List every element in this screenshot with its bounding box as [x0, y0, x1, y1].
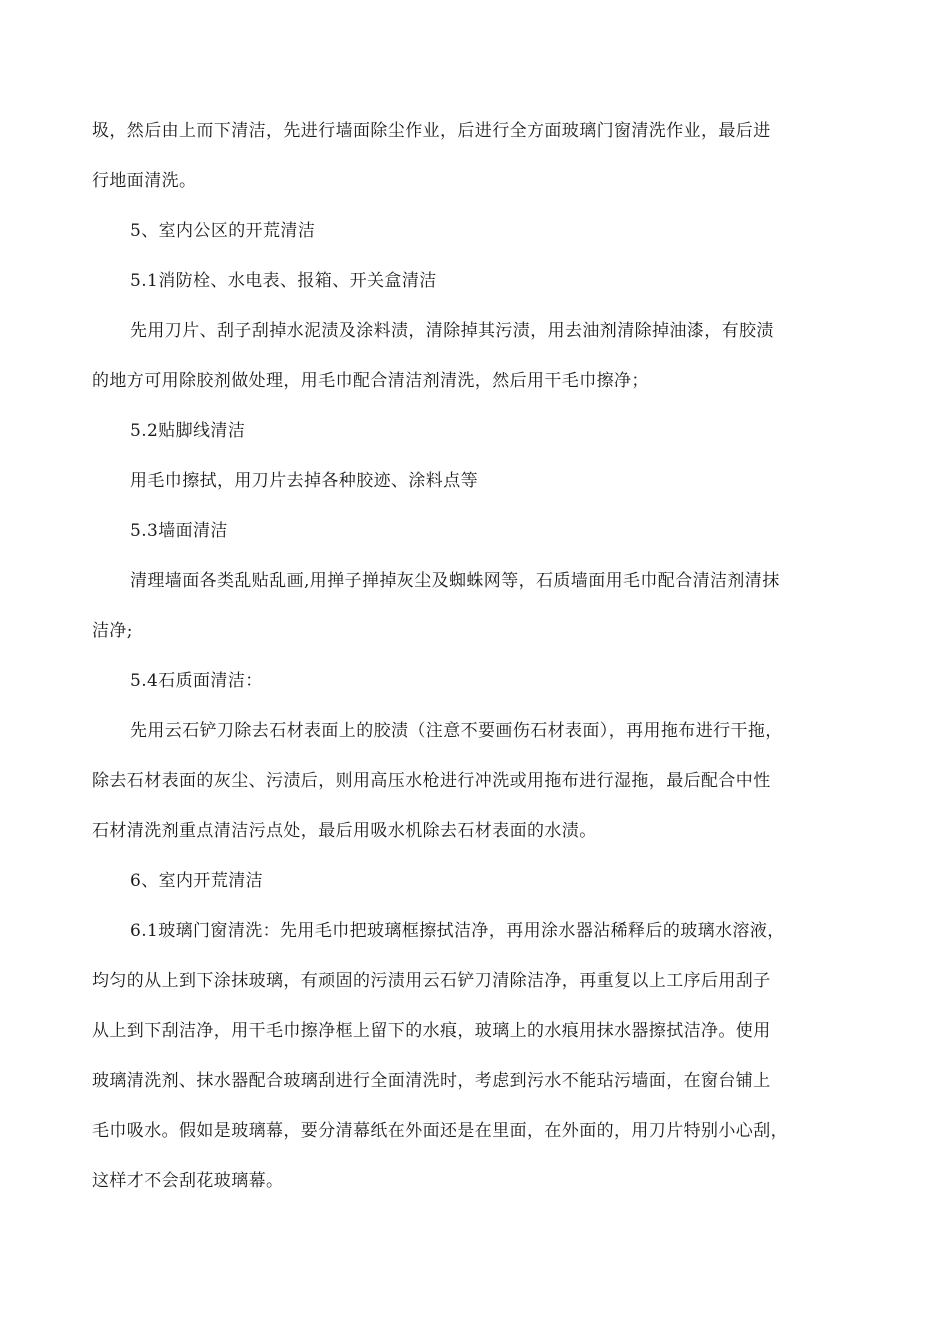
paragraph-line: 石材清洗剂重点清洁污点处，最后用吸水机除去石材表面的水渍。	[92, 821, 597, 841]
paragraph-line: 圾，然后由上而下清洁，先进行墙面除尘作业，后进行全方面玻璃门窗清洗作业，最后进	[92, 121, 771, 141]
paragraph-line: 用毛巾擦拭，用刀片去掉各种胶迹、涂料点等	[130, 471, 478, 491]
subsection-heading: 5.1消防栓、水电表、报箱、开关盒清洁	[130, 271, 437, 291]
paragraph-line: 从上到下刮洁净，用干毛巾擦净框上留下的水痕，玻璃上的水痕用抹水器擦拭洁净。使用	[92, 1021, 771, 1041]
paragraph-line: 行地面清洗。	[92, 171, 197, 191]
paragraph-line: 6.1玻璃门窗清洗：先用毛巾把玻璃框擦拭洁净，再用涂水器沾稀释后的玻璃水溶液，	[130, 921, 785, 941]
paragraph-line: 清理墙面各类乱贴乱画,用掸子掸掉灰尘及蜘蛛网等，石质墙面用毛巾配合清洁剂清抹	[130, 571, 780, 591]
paragraph-line: 玻璃清洗剂、抹水器配合玻璃刮进行全面清洗时，考虑到污水不能玷污墙面，在窗台铺上	[92, 1071, 771, 1091]
paragraph-line: 先用刀片、刮子刮掉水泥渍及涂料渍，清除掉其污渍，用去油剂清除掉油漆，有胶渍	[130, 321, 774, 341]
section-heading: 6、室内开荒清洁	[130, 871, 264, 891]
paragraph-line: 先用云石铲刀除去石材表面上的胶渍（注意不要画伤石材表面），再用拖布进行干拖，	[130, 721, 783, 741]
paragraph-line: 洁净;	[92, 621, 133, 641]
section-heading: 5、室内公区的开荒清洁	[130, 221, 316, 241]
paragraph-line: 毛巾吸水。假如是玻璃幕，要分清幕纸在外面还是在里面，在外面的，用刀片特别小心刮，	[92, 1121, 788, 1141]
paragraph-line: 的地方可用除胶剂做处理，用毛巾配合清洁剂清洗，然后用干毛巾擦净；	[92, 371, 649, 391]
paragraph-line: 除去石材表面的灰尘、污渍后，则用高压水枪进行冲洗或用拖布进行湿拖，最后配合中性	[92, 771, 771, 791]
subsection-heading: 5.2贴脚线清洁	[130, 421, 246, 441]
paragraph-line: 均匀的从上到下涂抹玻璃，有顽固的污渍用云石铲刀清除洁净，再重复以上工序后用刮子	[92, 971, 771, 991]
subsection-heading: 5.3墙面清洁	[130, 521, 228, 541]
paragraph-line: 这样才不会刮花玻璃幕。	[92, 1171, 284, 1191]
subsection-heading: 5.4石质面清洁：	[130, 671, 263, 691]
